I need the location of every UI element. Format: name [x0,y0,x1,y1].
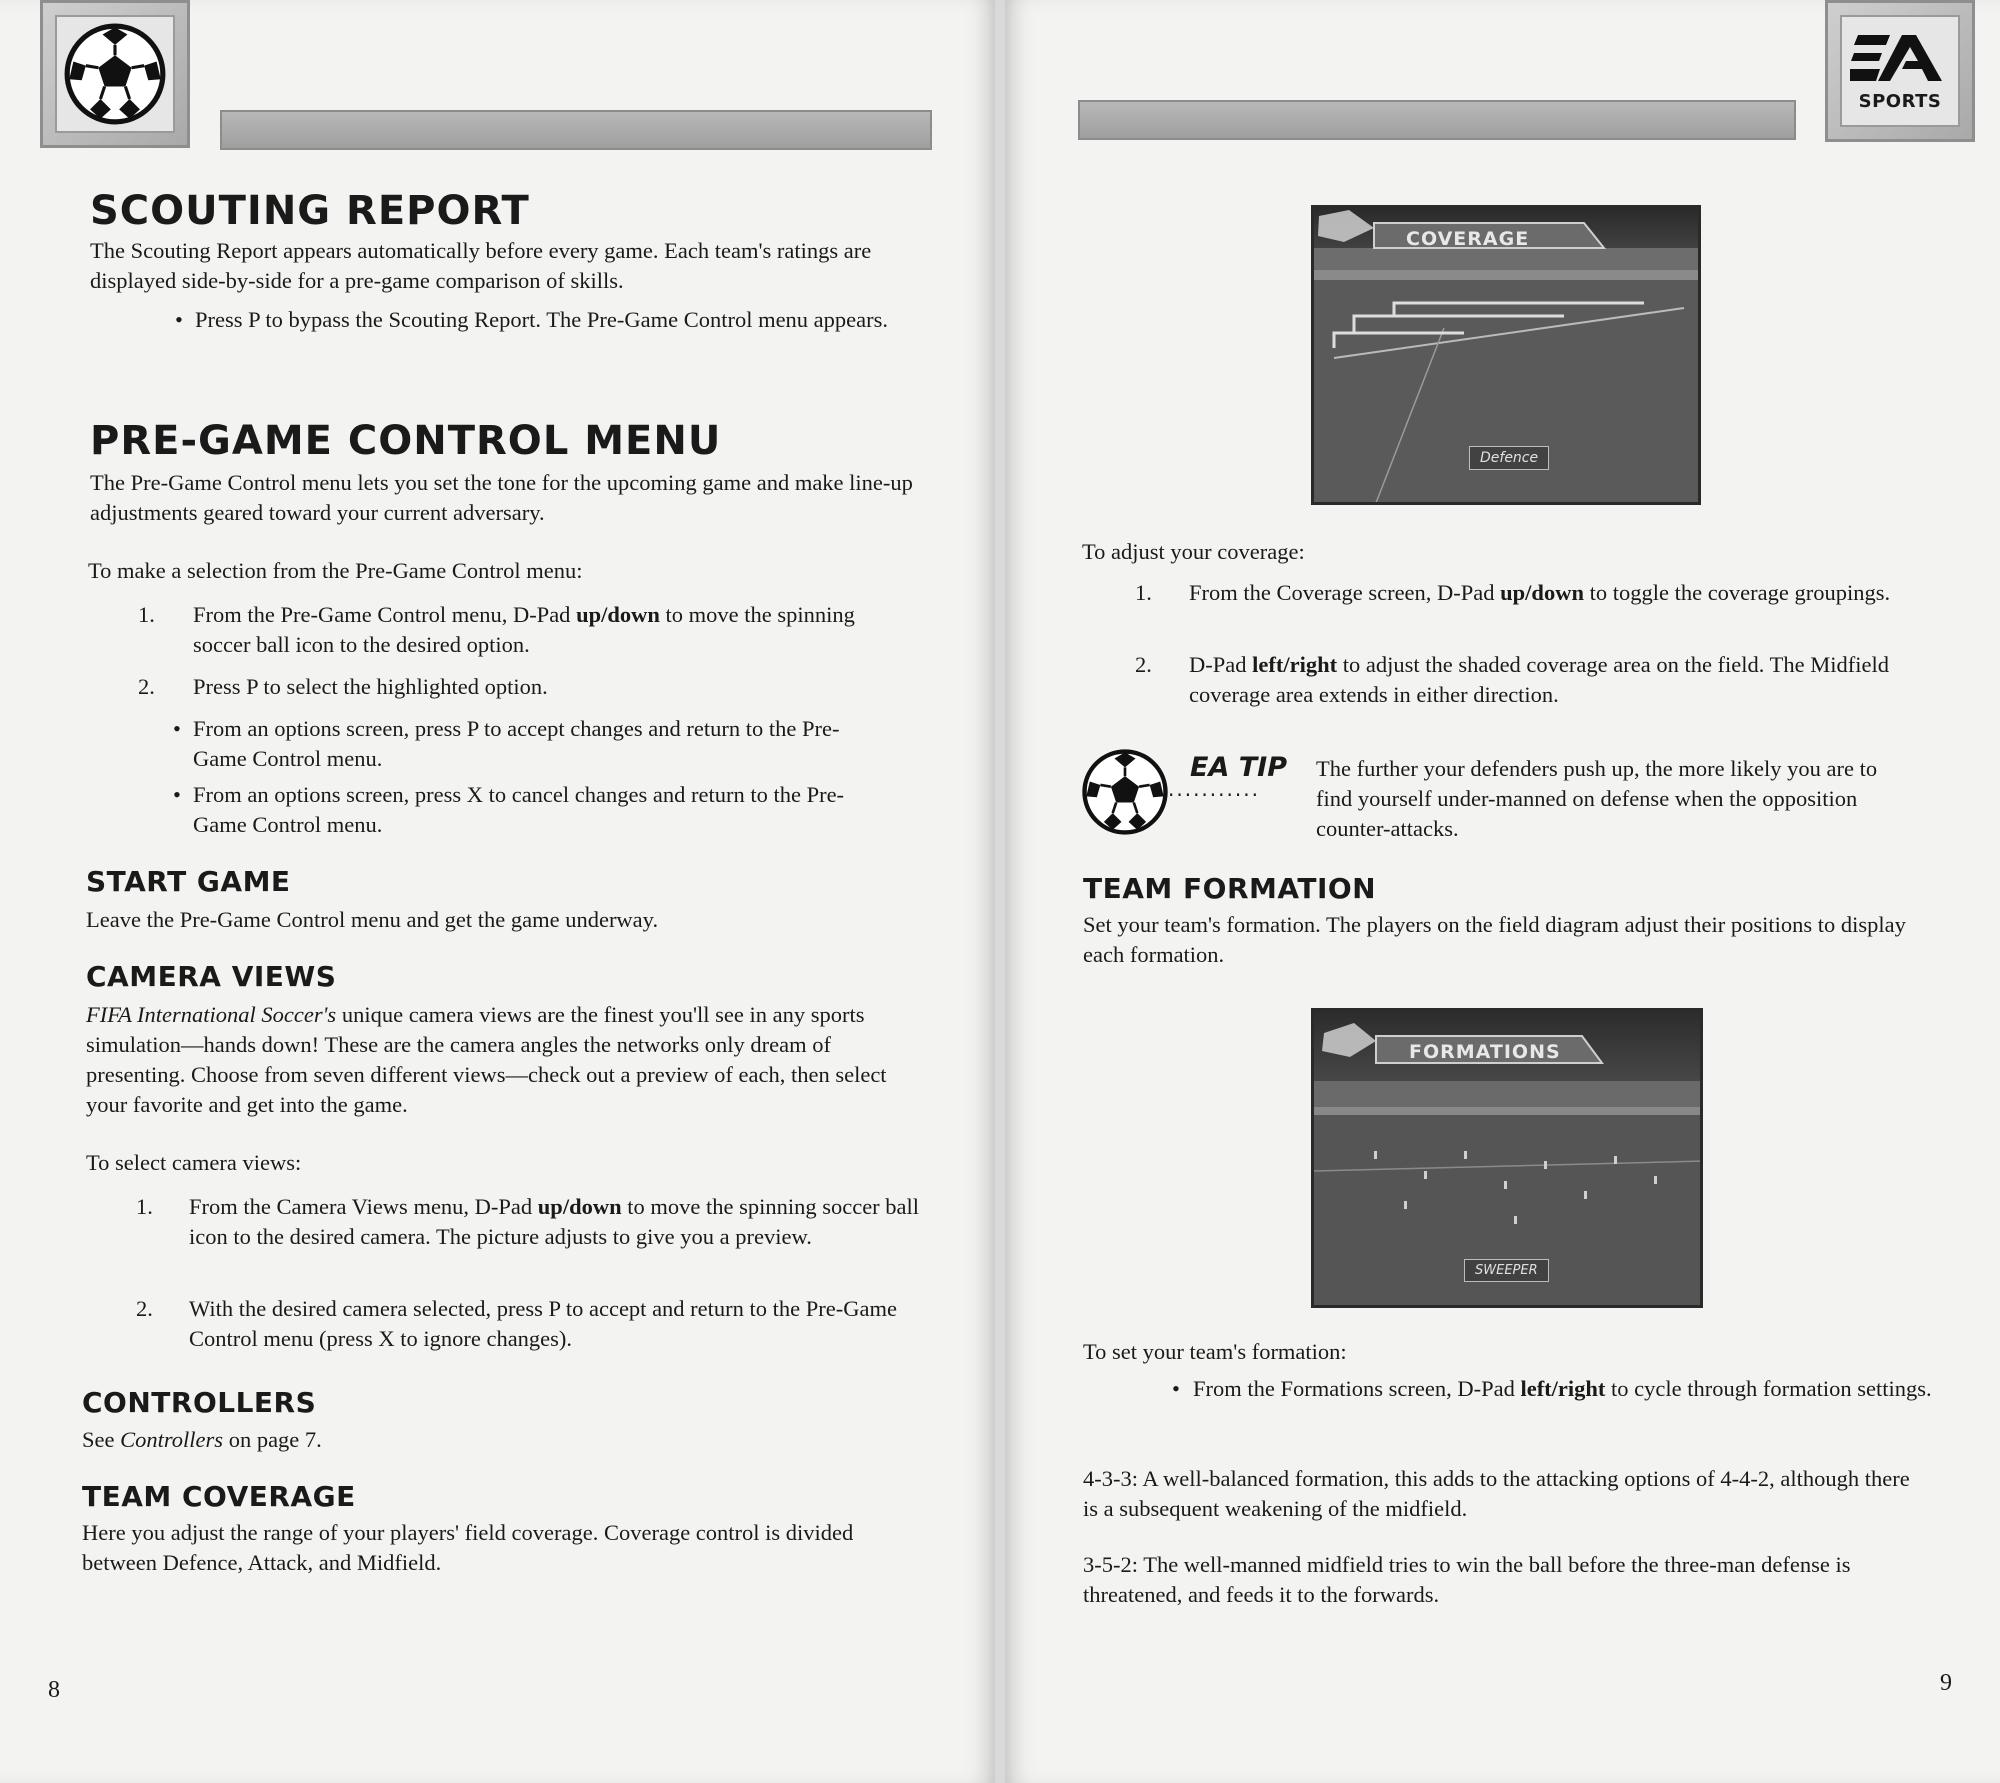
pre-game-step-2: 2. Press P to select the highlighted option. [138,674,548,699]
camera-views-intro: To select camera views: [86,1150,302,1175]
coverage-screenshot [1311,205,1701,505]
page-number-right: 9 [1940,1670,1952,1696]
coverage-adjust-intro: To adjust your coverage: [1082,539,1305,564]
header-bar [220,110,932,150]
team-formation-text: Set your team's formation. The players on the field diagram adjust their positions to display each formation. [1083,912,1906,967]
ea-sports-logo-icon [1850,31,1950,89]
start-game-title: START GAME [86,865,291,898]
coverage-step-1: 1. From the Coverage screen, D-Pad up/down to toggle the coverage groupings. [1135,580,1891,605]
formation-352-text: 3-5-2: The well-manned midfield tries to win the ball before the three-man defense is threatened, and feeds it to the forwards. [1083,1552,1851,1607]
ea-tip-heading: EA TIP [1190,752,1287,783]
formation-433-text: 4-3-3: A well-balanced formation, this adds to the attacking options of 4-4-2, although there is a subsequent weakening of the midfield. [1083,1466,1910,1521]
soccer-ball-icon-box [40,0,190,148]
scouting-report-text: The Scouting Report appears automatically before every game. Each team's ratings are displayed side-by-side for a pre-game comparison of skills. [90,238,872,293]
formations-screenshot [1311,1008,1703,1308]
controllers-text: See Controllers on page 7. [82,1427,322,1452]
scouting-report-title: SCOUTING REPORT [90,188,530,234]
ea-tip-dots: ........... [1168,777,1260,801]
ea-tip-text: The further your defenders push up, the more likely you are to find yourself under-manned on defense when the opposition counter-attacks. [1316,756,1878,841]
pre-game-intro-text: The Pre-Game Control menu lets you set the tone for the upcoming game and make line-up adjustments geared toward your current adversary. [90,470,913,525]
soccer-ball-icon [63,22,167,126]
start-game-text: Leave the Pre-Game Control menu and get the game underway. [86,907,659,932]
pre-game-accept-bullet: • From an options screen, press P to accept changes and return to the Pre-Game Control menu. [173,716,840,771]
camera-step-2: 2. With the desired camera selected, press P to accept and return to the Pre-Game Control menu (press X to ignore changes). [136,1296,897,1351]
camera-step-1: 1. From the Camera Views menu, D-Pad up/down to move the spinning soccer ball icon to the desired camera. The picture adjusts to give you a preview. [136,1194,920,1249]
coverage-step-2: 2. D-Pad left/right to adjust the shaded coverage area on the field. The Midfield coverage area extends in either direction. [1135,652,1889,707]
tip-soccer-ball-icon [1081,748,1169,836]
pre-game-step-1: 1. From the Pre-Game Control menu, D-Pad up/down to move the spinning soccer ball icon to the desired option. [138,602,855,657]
page-number-left: 8 [48,1677,60,1703]
right-page [1005,0,2000,1783]
team-coverage-title: TEAM COVERAGE [82,1480,356,1513]
camera-views-title: CAMERA VIEWS [86,960,337,993]
controllers-title: CONTROLLERS [82,1386,317,1419]
formation-set-intro: To set your team's formation: [1083,1339,1347,1364]
left-page [0,0,995,1783]
coverage-screen-label: Defence [1469,446,1549,470]
formations-screen-label: SWEEPER [1464,1259,1549,1282]
formations-screen-banner: FORMATIONS [1409,1041,1561,1063]
header-bar-right [1078,100,1796,140]
team-coverage-text: Here you adjust the range of your players' field coverage. Coverage control is divided between Defence, Attack, and Midfield. [82,1520,854,1575]
camera-views-text: FIFA International Soccer's unique camera views are the finest you'll see in any sports simulation—hands down! These are the camera angles the networks only dream of presenting. Choose from seven different views—check out a preview of each, then select your favorite and get into the game. [86,1002,887,1117]
pre-game-control-menu-title: PRE-GAME CONTROL MENU [90,418,722,464]
ea-sports-logo-text: SPORTS [1858,90,1942,112]
formation-cycle-bullet: • From the Formations screen, D-Pad left/right to cycle through formation settings. [1172,1376,1932,1401]
ea-sports-logo-box [1825,0,1975,142]
scouting-bypass-bullet: • Press P to bypass the Scouting Report. The Pre-Game Control menu appears. [175,307,889,332]
pre-game-selection-intro: To make a selection from the Pre-Game Control menu: [88,558,583,583]
coverage-screen-banner: COVERAGE [1406,228,1530,250]
pre-game-cancel-bullet: • From an options screen, press X to cancel changes and return to the Pre-Game Control menu. [173,782,845,837]
team-formation-title: TEAM FORMATION [1083,872,1377,905]
